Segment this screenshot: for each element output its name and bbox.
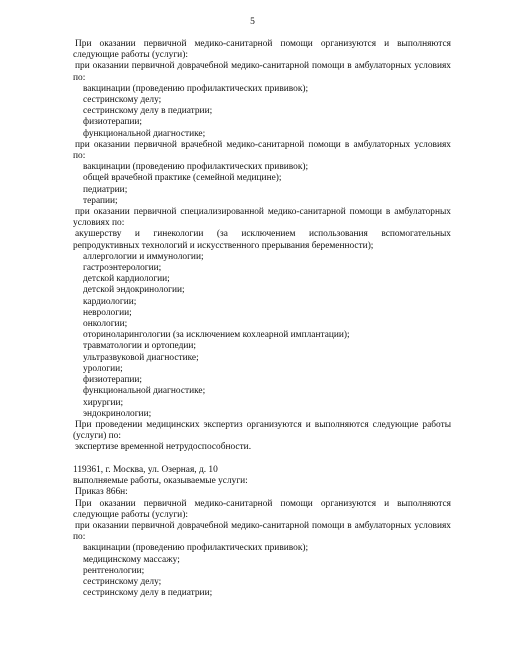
text-line: эндокринологии; — [83, 408, 152, 419]
text-line: вакцинации (проведению профилактических прививок); — [83, 83, 309, 94]
text-line: сестринскому делу в педиатрии; — [83, 588, 213, 599]
paragraph-gap — [73, 454, 451, 465]
text-line: 119361, г. Москва, ул. Озерная, д. 10 — [73, 464, 218, 475]
text-line: При оказании первичной медико-санитарной помощи организуются и выполняются следующие работы (услуги): — [73, 498, 451, 520]
text-line: при оказании первичной врачебной медико-санитарной помощи в амбулаторных условиях по: — [73, 139, 451, 162]
text-line: акушерству и гинекологии (за исключением использования вспомогательных репродуктивных технологий и искусственного прерывания беременности); — [73, 229, 451, 251]
text-line: сестринскому делу; — [83, 95, 162, 106]
text-line: функциональной диагностике; — [83, 128, 206, 139]
text-line: детской кардиологии; — [83, 274, 170, 285]
text-line: При оказании первичной медико-санитарной помощи организуются и выполняются следующие работы (услуги): — [73, 39, 451, 61]
text-line: при оказании первичной доврачебной медико-санитарной помощи в амбулаторных условиях по: — [73, 61, 451, 83]
text-line: вакцинации (проведению профилактических прививок); — [83, 543, 309, 554]
text-line: при оказании первичной специализированной медико-санитарной помощи в амбулаторных условиях по: — [73, 207, 451, 229]
text-line: терапии; — [83, 195, 118, 206]
text-line: вакцинации (проведению профилактических прививок); — [83, 162, 309, 173]
text-line: сестринскому делу в педиатрии; — [83, 106, 213, 117]
text-line: урологии; — [83, 363, 123, 374]
text-line: травматологии и ортопедии; — [83, 341, 196, 352]
text-line: оториноларингологии (за исключением кохлеарной имплантации); — [83, 330, 350, 341]
text-line: физиотерапии; — [83, 375, 143, 386]
text-line: неврологии; — [83, 307, 132, 318]
text-line: рентгенологии; — [83, 565, 145, 576]
text-line: общей врачебной практике (семейной медицине); — [83, 173, 282, 184]
text-line: онкологии; — [83, 319, 128, 330]
text-line: При проведении медицинских экспертиз организуются и выполняются следующие работы (услуги) по: — [73, 419, 451, 442]
text-line: Приказ 866н: — [75, 487, 128, 498]
text-line: кардиологии; — [83, 296, 137, 307]
text-line: при оказании первичной доврачебной медико-санитарной помощи в амбулаторных условиях по: — [73, 520, 451, 543]
text-line: гастроэнтерологии; — [83, 263, 162, 274]
text-line: физиотерапии; — [83, 117, 143, 128]
text-line: педиатрии; — [83, 184, 128, 195]
text-line: функциональной диагностике; — [83, 386, 206, 397]
text-line: медицинскому массажу; — [83, 554, 180, 565]
text-line: экспертизе временной нетрудоспособности. — [75, 442, 252, 453]
text-line: хирургии; — [83, 397, 124, 408]
page-number: 5 — [250, 17, 255, 27]
document-body — [73, 39, 451, 599]
text-line: детской эндокринологии; — [83, 285, 185, 296]
text-line: выполняемые работы, оказываемые услуги: — [73, 476, 248, 487]
text-line: аллергологии и иммунологии; — [83, 251, 204, 262]
text-line: сестринскому делу; — [83, 576, 162, 587]
text-line: ультразвуковой диагностике; — [83, 352, 199, 363]
